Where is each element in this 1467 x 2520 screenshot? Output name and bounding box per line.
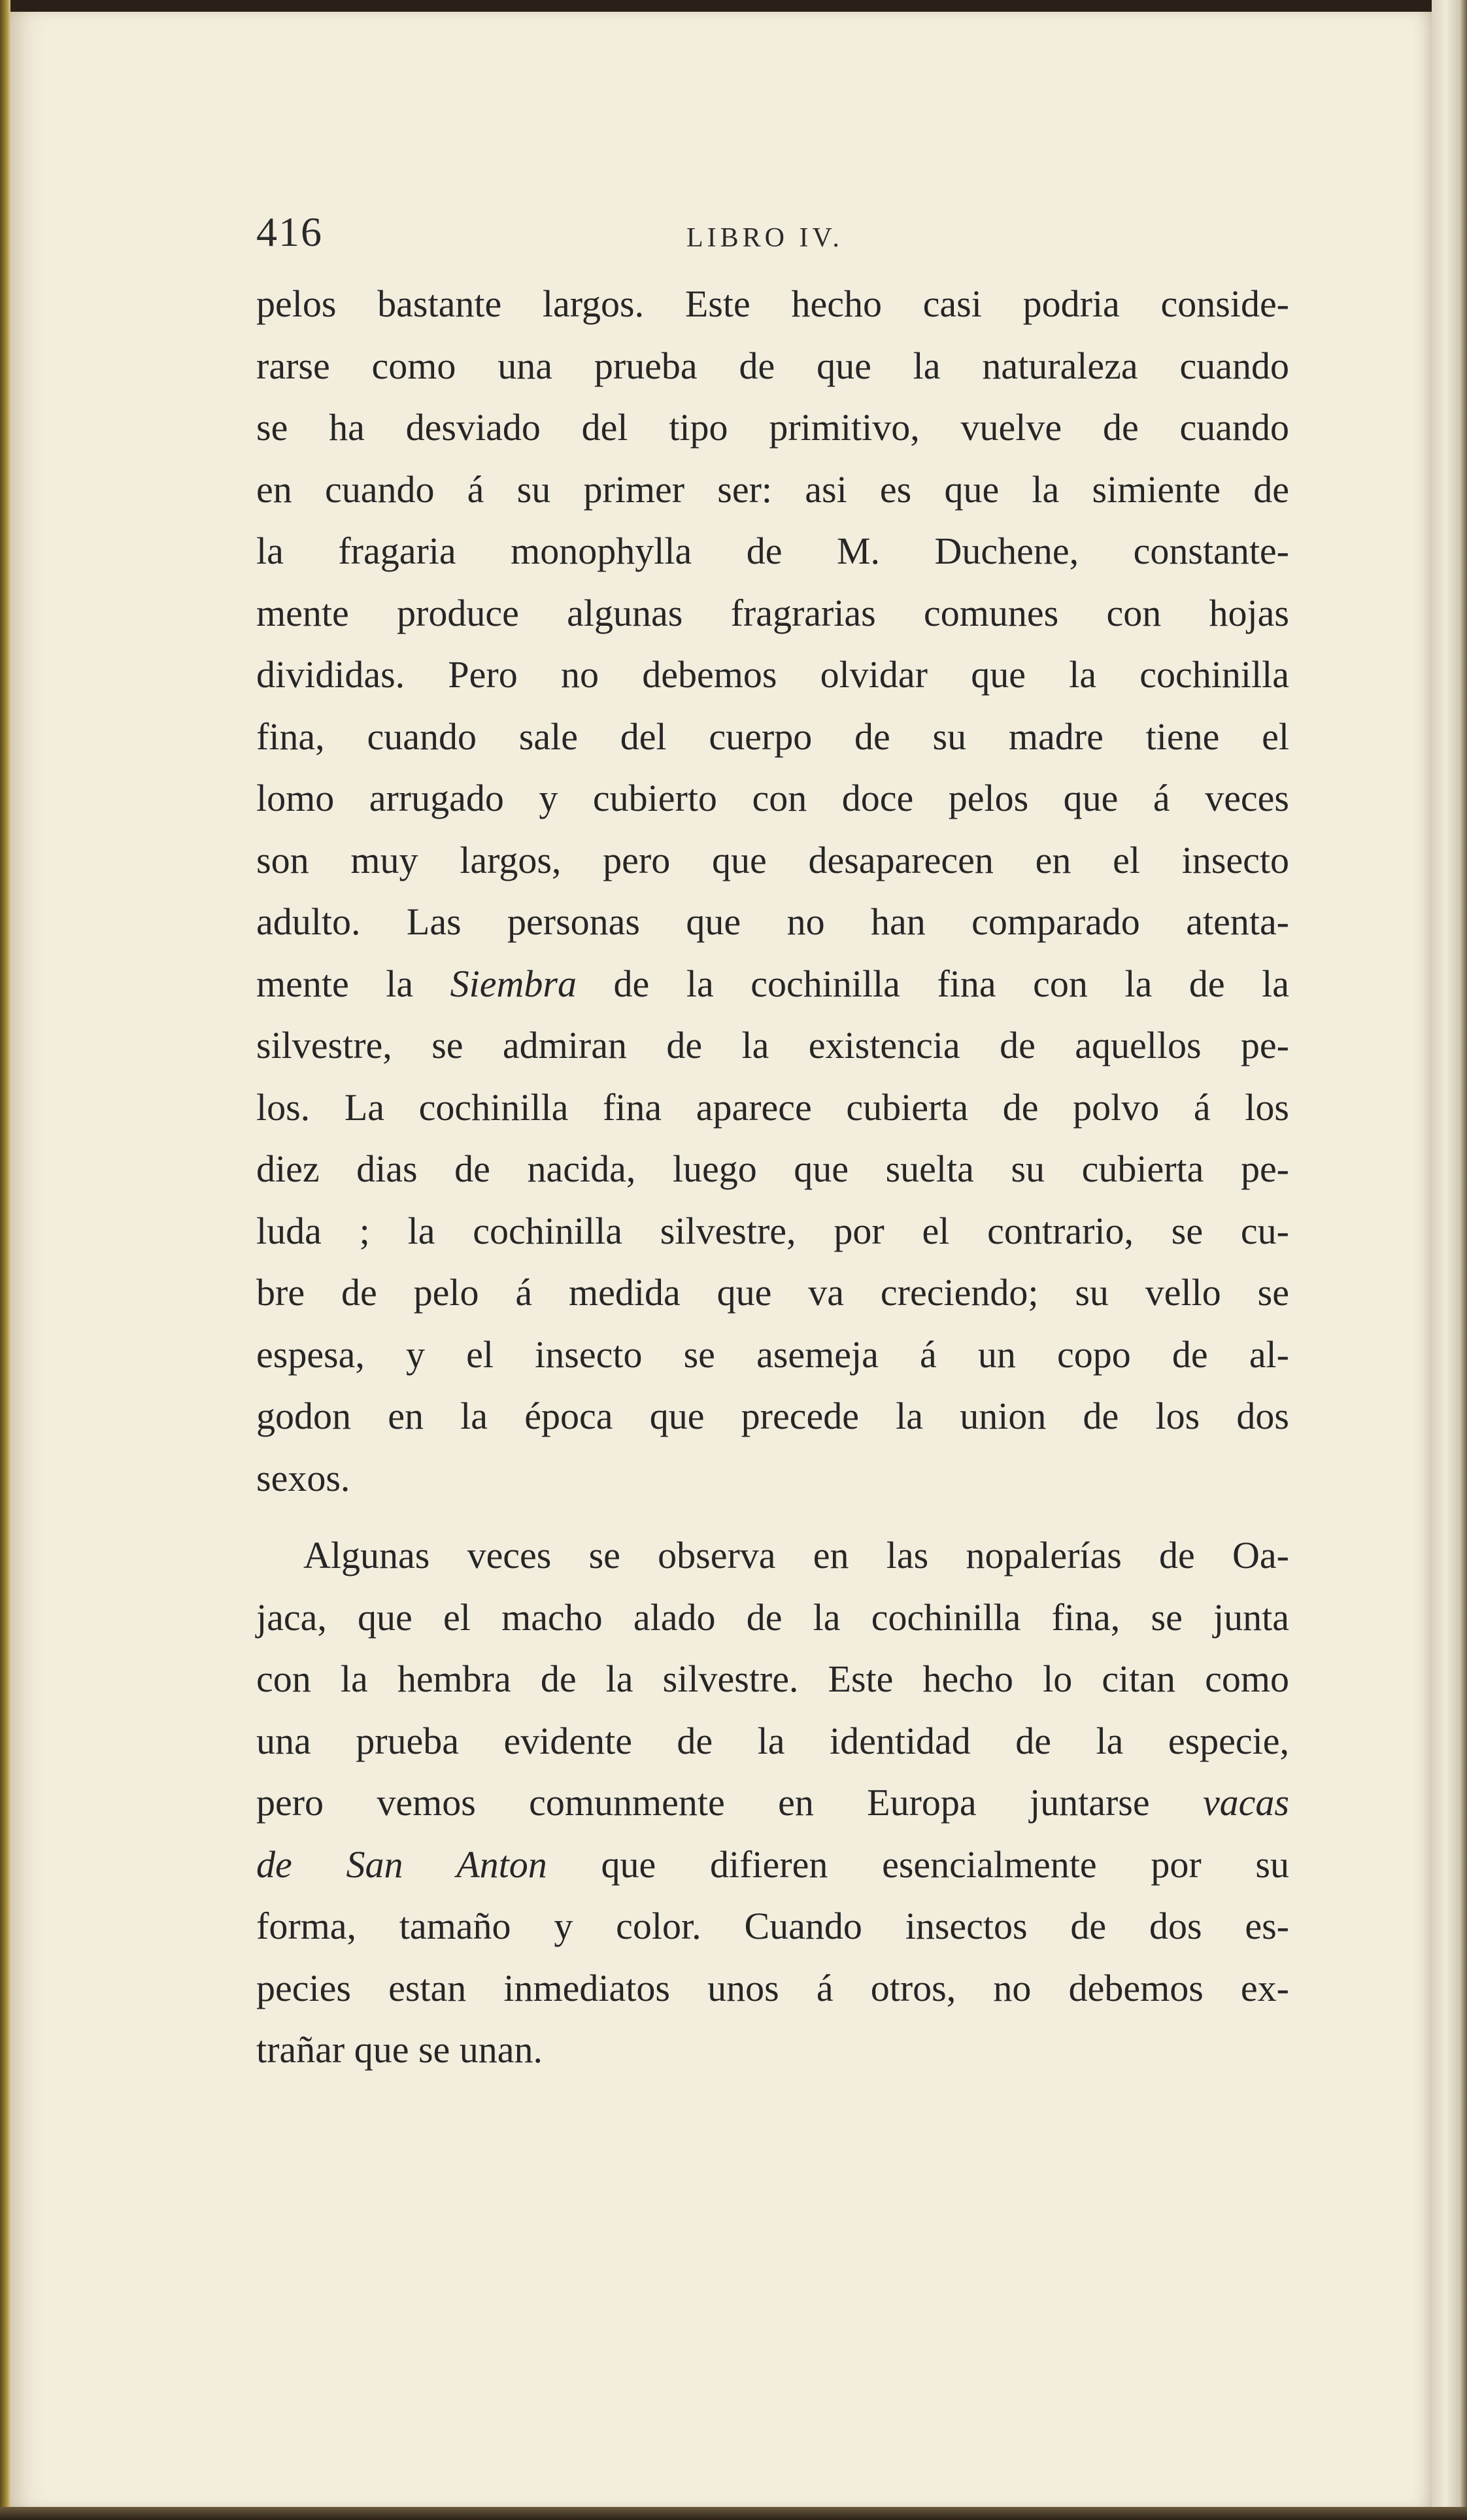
text-line — [256, 273, 1289, 335]
text-segment: godon en la época que precede la union de los dos — [256, 1395, 1289, 1437]
text-line — [256, 583, 1289, 645]
text-segment: lomo arrugado y cubierto con doce pelos que á veces — [256, 777, 1289, 819]
text-segment: pecies estan inmediatos unos á otros, no debemos ex- — [256, 1966, 1289, 2009]
text-line — [256, 1324, 1289, 1386]
italic-term: vacas — [1202, 1781, 1289, 1824]
page-left-edge — [0, 0, 10, 2520]
text-segment: sexos. — [256, 1456, 350, 1499]
page-header — [256, 208, 1302, 267]
text-segment: mente la — [256, 962, 450, 1005]
text-segment: una prueba evidente de la identidad de la especie, — [256, 1719, 1289, 1762]
text-segment: luda ; la cochinilla silvestre, por el contrario, se cu- — [256, 1209, 1289, 1252]
text-line — [256, 459, 1289, 521]
text-segment: son muy largos, pero que desaparecen en el insecto — [256, 838, 1289, 881]
page-right-edge — [1432, 0, 1467, 2520]
text-line — [256, 1834, 1289, 1896]
text-segment: fina, cuando sale del cuerpo de su madre tiene el — [256, 715, 1289, 758]
text-line — [256, 1711, 1289, 1773]
text-line — [256, 2019, 1289, 2081]
italic-term: Siembra — [450, 962, 577, 1005]
text-segment: trañar que se unan. — [256, 2028, 543, 2071]
paragraph-2 — [256, 1525, 1289, 2081]
text-line — [256, 1262, 1289, 1324]
text-line — [256, 1448, 1289, 1510]
italic-term: de San Anton — [256, 1843, 547, 1886]
text-line — [256, 1015, 1289, 1077]
text-line — [256, 830, 1289, 892]
text-line — [256, 1958, 1289, 2020]
text-segment: que difieren esencialmente por su — [547, 1843, 1289, 1886]
text-line — [256, 1896, 1289, 1958]
text-segment: bre de pelo á medida que va creciendo; su vello se — [256, 1271, 1289, 1314]
text-segment: en cuando á su primer ser: asi es que la simiente de — [256, 468, 1289, 511]
running-head: LIBRO IV. — [686, 223, 843, 253]
text-line — [256, 1772, 1289, 1834]
text-line — [256, 1077, 1289, 1139]
paragraph-1 — [256, 273, 1289, 1509]
text-segment: divididas. Pero no debemos olvidar que la cochinilla — [256, 653, 1289, 696]
text-line — [256, 335, 1289, 398]
text-line — [256, 1200, 1289, 1263]
text-line — [256, 1138, 1289, 1200]
text-segment: pero vemos comunmente en Europa juntarse — [256, 1781, 1203, 1824]
text-line — [256, 706, 1289, 768]
text-segment: rarse como una prueba de que la naturaleza cuando — [256, 344, 1289, 387]
text-line — [256, 1648, 1289, 1711]
text-segment: diez dias de nacida, luego que suelta su cubierta pe- — [256, 1148, 1289, 1190]
text-line — [256, 953, 1289, 1015]
text-line — [256, 644, 1289, 706]
page-bottom-edge — [0, 2507, 1467, 2520]
text-line — [256, 768, 1289, 830]
text-segment: se ha desviado del tipo primitivo, vuelve de cuando — [256, 406, 1289, 449]
body-text — [256, 273, 1289, 2081]
text-segment: jaca, que el macho alado de la cochinilla fina, se junta — [256, 1595, 1289, 1639]
text-segment: la fragaria monophylla de M. Duchene, constante- — [256, 530, 1289, 572]
text-line — [256, 1525, 1289, 1587]
text-line — [256, 520, 1289, 583]
text-segment: de la cochinilla fina con la de la — [577, 962, 1289, 1005]
text-segment: silvestre, se admiran de la existencia de aquellos pe- — [256, 1024, 1289, 1066]
text-segment: adulto. Las personas que no han comparado atenta- — [256, 900, 1289, 943]
text-segment: pelos bastante largos. Este hecho casi podria conside- — [256, 282, 1289, 325]
text-segment: forma, tamaño y color. Cuando insectos de dos es- — [256, 1905, 1289, 1947]
text-segment: mente produce algunas fragrarias comunes con hojas — [256, 591, 1289, 634]
text-segment: espesa, y el insecto se asemeja á un copo de al- — [256, 1333, 1289, 1376]
text-line — [256, 397, 1289, 459]
page-number: 416 — [256, 209, 323, 255]
text-segment: con la hembra de la silvestre. Este hecho lo citan como — [256, 1658, 1289, 1700]
text-line — [256, 1386, 1289, 1448]
text-segment: Algunas veces se observa en las nopalerías de Oa- — [303, 1534, 1289, 1576]
text-line — [256, 891, 1289, 953]
text-line — [256, 1587, 1289, 1649]
text-segment: los. La cochinilla fina aparece cubierta de polvo á los — [256, 1085, 1289, 1129]
